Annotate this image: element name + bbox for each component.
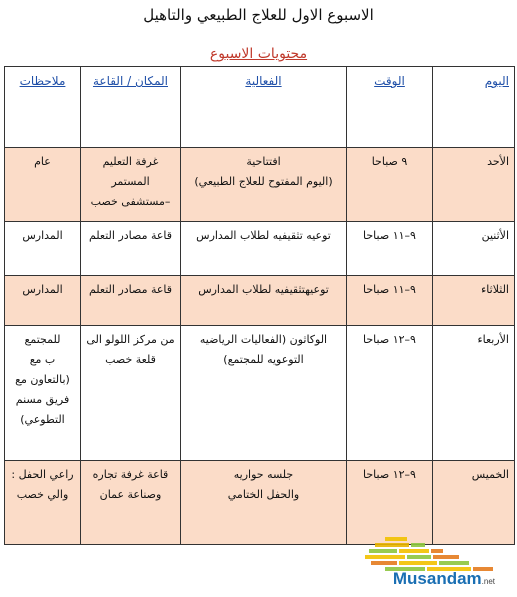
activity-cell-line: التوعويه للمجتمع)	[223, 353, 304, 366]
day-cell-text: الأثنين	[481, 229, 509, 242]
location-cell-line: من مركز اللولو الى	[86, 333, 175, 346]
time-cell	[347, 222, 433, 276]
notes-cell	[5, 276, 81, 326]
day-cell-text: الأحد	[487, 155, 509, 168]
activity-cell-line: توعيهتثقيفيه لطلاب المدارس	[198, 283, 329, 296]
table-row	[5, 326, 515, 461]
day-cell-text: الأربعاء	[477, 333, 509, 346]
day-cell	[433, 222, 515, 276]
location-cell-line: وصناعة عمان	[99, 488, 162, 501]
table-row	[5, 276, 515, 326]
schedule-table	[4, 66, 515, 545]
notes-cell-line: عام	[34, 155, 51, 168]
location-cell-line: قلعة خصب	[105, 353, 156, 366]
time-cell-text: ٩–١٢ صباحا	[363, 468, 416, 481]
time-cell-text: ٩ صباحا	[371, 155, 408, 168]
day-cell-text: الثلاثاء	[481, 283, 509, 296]
location-cell-line: قاعة غرفة تجاره	[92, 468, 169, 481]
location-cell	[81, 461, 181, 545]
activity-cell	[181, 276, 347, 326]
location-cell	[81, 276, 181, 326]
notes-cell	[5, 326, 81, 461]
activity-cell	[181, 222, 347, 276]
activity-cell	[181, 148, 347, 222]
notes-cell	[5, 222, 81, 276]
notes-cell-line: المدارس	[22, 229, 63, 242]
time-cell-text: ٩–١١ صباحا	[363, 229, 416, 242]
notes-cell-line: والي خصب	[16, 488, 69, 501]
header-day: اليوم	[433, 67, 515, 148]
activity-cell	[181, 461, 347, 545]
notes-cell-line: فريق مسنم	[15, 393, 70, 406]
time-cell	[347, 276, 433, 326]
notes-cell-line: المدارس	[22, 283, 63, 296]
page-title: الاسبوع الاول للعلاج الطبيعي والتاهيل	[143, 6, 374, 24]
logo-wordmark	[393, 569, 495, 589]
activity-cell	[181, 326, 347, 461]
header-activity: الفعالية	[181, 67, 347, 148]
activity-cell-line: والحفل الختامي	[227, 488, 300, 501]
activity-cell-line: الوكاثون (الفعاليات الرياضيه	[199, 333, 328, 346]
table-header-row	[5, 67, 515, 148]
location-cell-line: قاعة مصادر التعلم	[88, 283, 173, 296]
musandam-logo	[365, 531, 515, 593]
notes-cell-line: للمجتمع	[24, 333, 61, 346]
time-cell	[347, 148, 433, 222]
logo-text: Musandam	[392, 569, 482, 588]
notes-cell-line: راعي الحفل :	[11, 468, 74, 481]
location-cell	[81, 148, 181, 222]
activity-cell-line: توعيه تثقيفيه لطلاب المدارس	[196, 229, 331, 242]
activity-cell-line: جلسه حواريه	[233, 468, 294, 481]
time-cell	[347, 326, 433, 461]
location-cell-line: قاعة مصادر التعلم	[88, 229, 173, 242]
location-cell-line: غرفة التعليم المستمر	[102, 155, 159, 188]
notes-cell-line: (بالتعاون مع	[15, 373, 70, 386]
time-cell-text: ٩–١١ صباحا	[363, 283, 416, 296]
week-contents-heading: محتويات الاسبوع	[209, 46, 308, 62]
day-cell	[433, 276, 515, 326]
table-row	[5, 222, 515, 276]
header-notes: ملاحظات	[5, 67, 81, 148]
notes-cell	[5, 148, 81, 222]
notes-cell-line: التطوعي)	[20, 413, 65, 426]
activity-cell-line: افتتاحية	[246, 155, 281, 168]
location-cell	[81, 326, 181, 461]
header-location: المكان / القاعة	[81, 67, 181, 148]
time-cell-text: ٩–١٢ صباحا	[363, 333, 416, 346]
location-cell-line: –مستشفى خصب	[90, 195, 171, 208]
logo-suffix: .net	[481, 577, 495, 586]
header-time: الوقت	[347, 67, 433, 148]
table-row	[5, 148, 515, 222]
table-body	[5, 148, 515, 545]
day-cell-text: الخميس	[471, 468, 509, 481]
day-cell	[433, 148, 515, 222]
location-cell	[81, 222, 181, 276]
activity-cell-line: (اليوم المفتوح للعلاج الطبيعي)	[194, 175, 333, 188]
notes-cell	[5, 461, 81, 545]
notes-cell-line: ب مع	[29, 353, 56, 366]
day-cell	[433, 326, 515, 461]
